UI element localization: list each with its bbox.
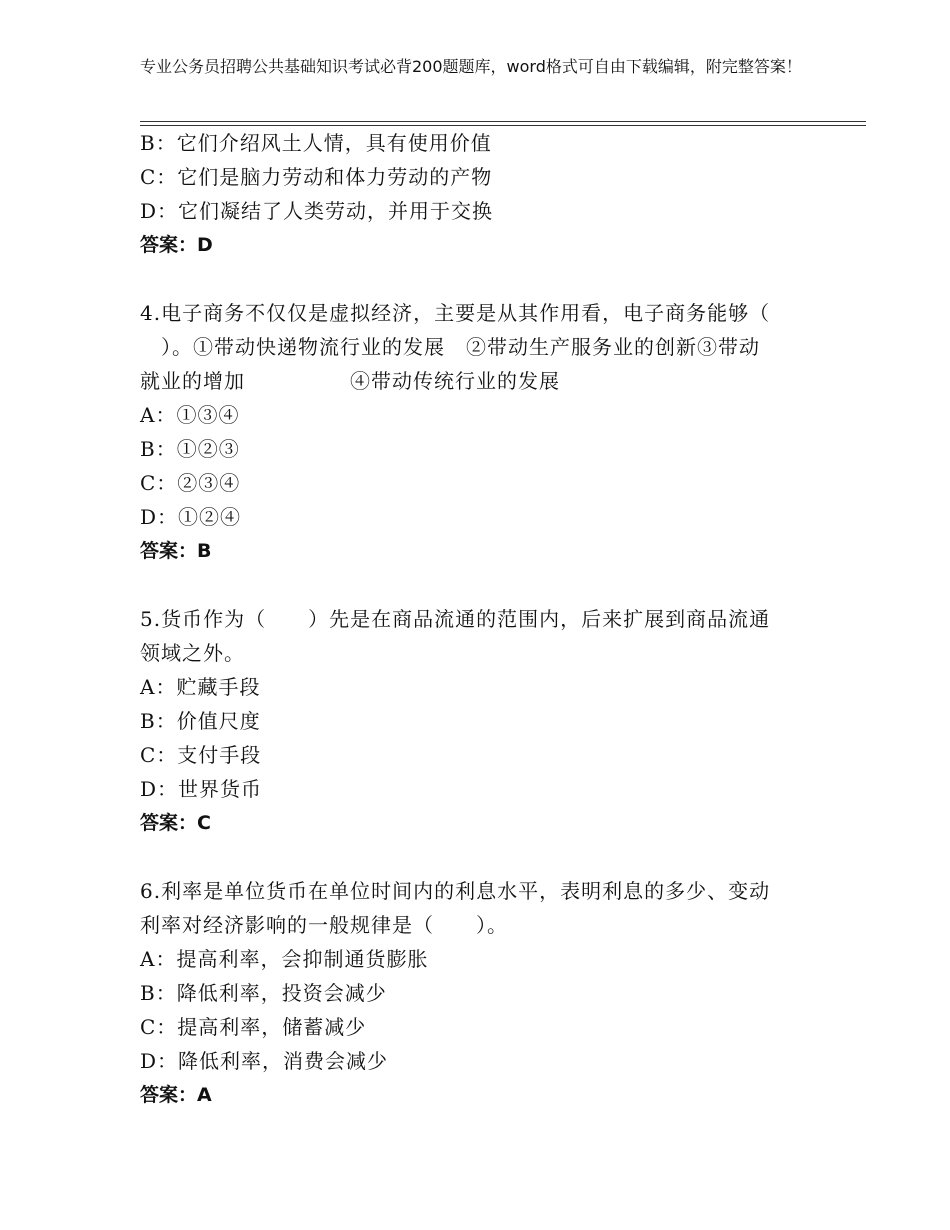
question-4 bbox=[140, 296, 850, 568]
header-text: 专业公务员招聘公共基础知识考试必背200题题库，word格式可自由下载编辑，附完整答案！ bbox=[140, 57, 802, 76]
q6-stem-line-1: 6.利率是单位货币在单位时间内的利息水平，表明利息的多少、变动 bbox=[140, 879, 771, 903]
q5-option-c: C：支付手段 bbox=[140, 743, 262, 767]
q4-option-c: C：②③④ bbox=[140, 471, 241, 495]
q5-option-d: D：世界货币 bbox=[140, 777, 263, 801]
q6-option-a: A：提高利率，会抑制通货膨胀 bbox=[140, 947, 429, 971]
q3-option-c: C：它们是脑力劳动和体力劳动的产物 bbox=[140, 165, 493, 189]
question-5 bbox=[140, 602, 850, 840]
q6-option-b: B：降低利率，投资会减少 bbox=[140, 981, 387, 1005]
q3-option-d: D：它们凝结了人类劳动，并用于交换 bbox=[140, 199, 494, 223]
question-6 bbox=[140, 874, 850, 1112]
q5-answer: 答案：C bbox=[140, 812, 211, 834]
q5-option-a: A：贮藏手段 bbox=[140, 675, 261, 699]
q5-stem-line-2: 领域之外。 bbox=[140, 641, 245, 665]
spacer bbox=[140, 568, 850, 602]
q6-option-c: C：提高利率，储蓄减少 bbox=[140, 1015, 367, 1039]
q6-option-d: D：降低利率，消费会减少 bbox=[140, 1049, 389, 1073]
spacer bbox=[140, 262, 850, 296]
q3-answer: 答案：D bbox=[140, 234, 213, 256]
q4-answer: 答案：B bbox=[140, 540, 212, 562]
q5-option-b: B：价值尺度 bbox=[140, 709, 261, 733]
q6-stem-line-2: 利率对经济影响的一般规律是（ ）。 bbox=[140, 913, 508, 937]
question-3 bbox=[140, 126, 850, 262]
page-header bbox=[140, 56, 840, 78]
q4-stem-line-1: 4.电子商务不仅仅是虚拟经济，主要是从其作用看，电子商务能够（ bbox=[140, 301, 771, 325]
spacer bbox=[140, 840, 850, 874]
q4-stem-line-3: 就业的增加 ④带动传统行业的发展 bbox=[140, 369, 560, 393]
q4-option-b: B：①②③ bbox=[140, 437, 240, 461]
q4-option-d: D：①②④ bbox=[140, 505, 242, 529]
question-content bbox=[140, 126, 850, 1112]
q4-option-a: A：①③④ bbox=[140, 403, 240, 427]
q3-option-b: B：它们介绍风土人情，具有使用价值 bbox=[140, 131, 492, 155]
q4-stem-line-2: ）。①带动快递物流行业的发展 ②带动生产服务业的创新③带动 bbox=[140, 335, 760, 359]
q6-answer: 答案：A bbox=[140, 1084, 212, 1106]
q5-stem-line-1: 5.货币作为（ ）先是在商品流通的范围内，后来扩展到商品流通 bbox=[140, 607, 771, 631]
header-rule-top bbox=[140, 121, 866, 122]
